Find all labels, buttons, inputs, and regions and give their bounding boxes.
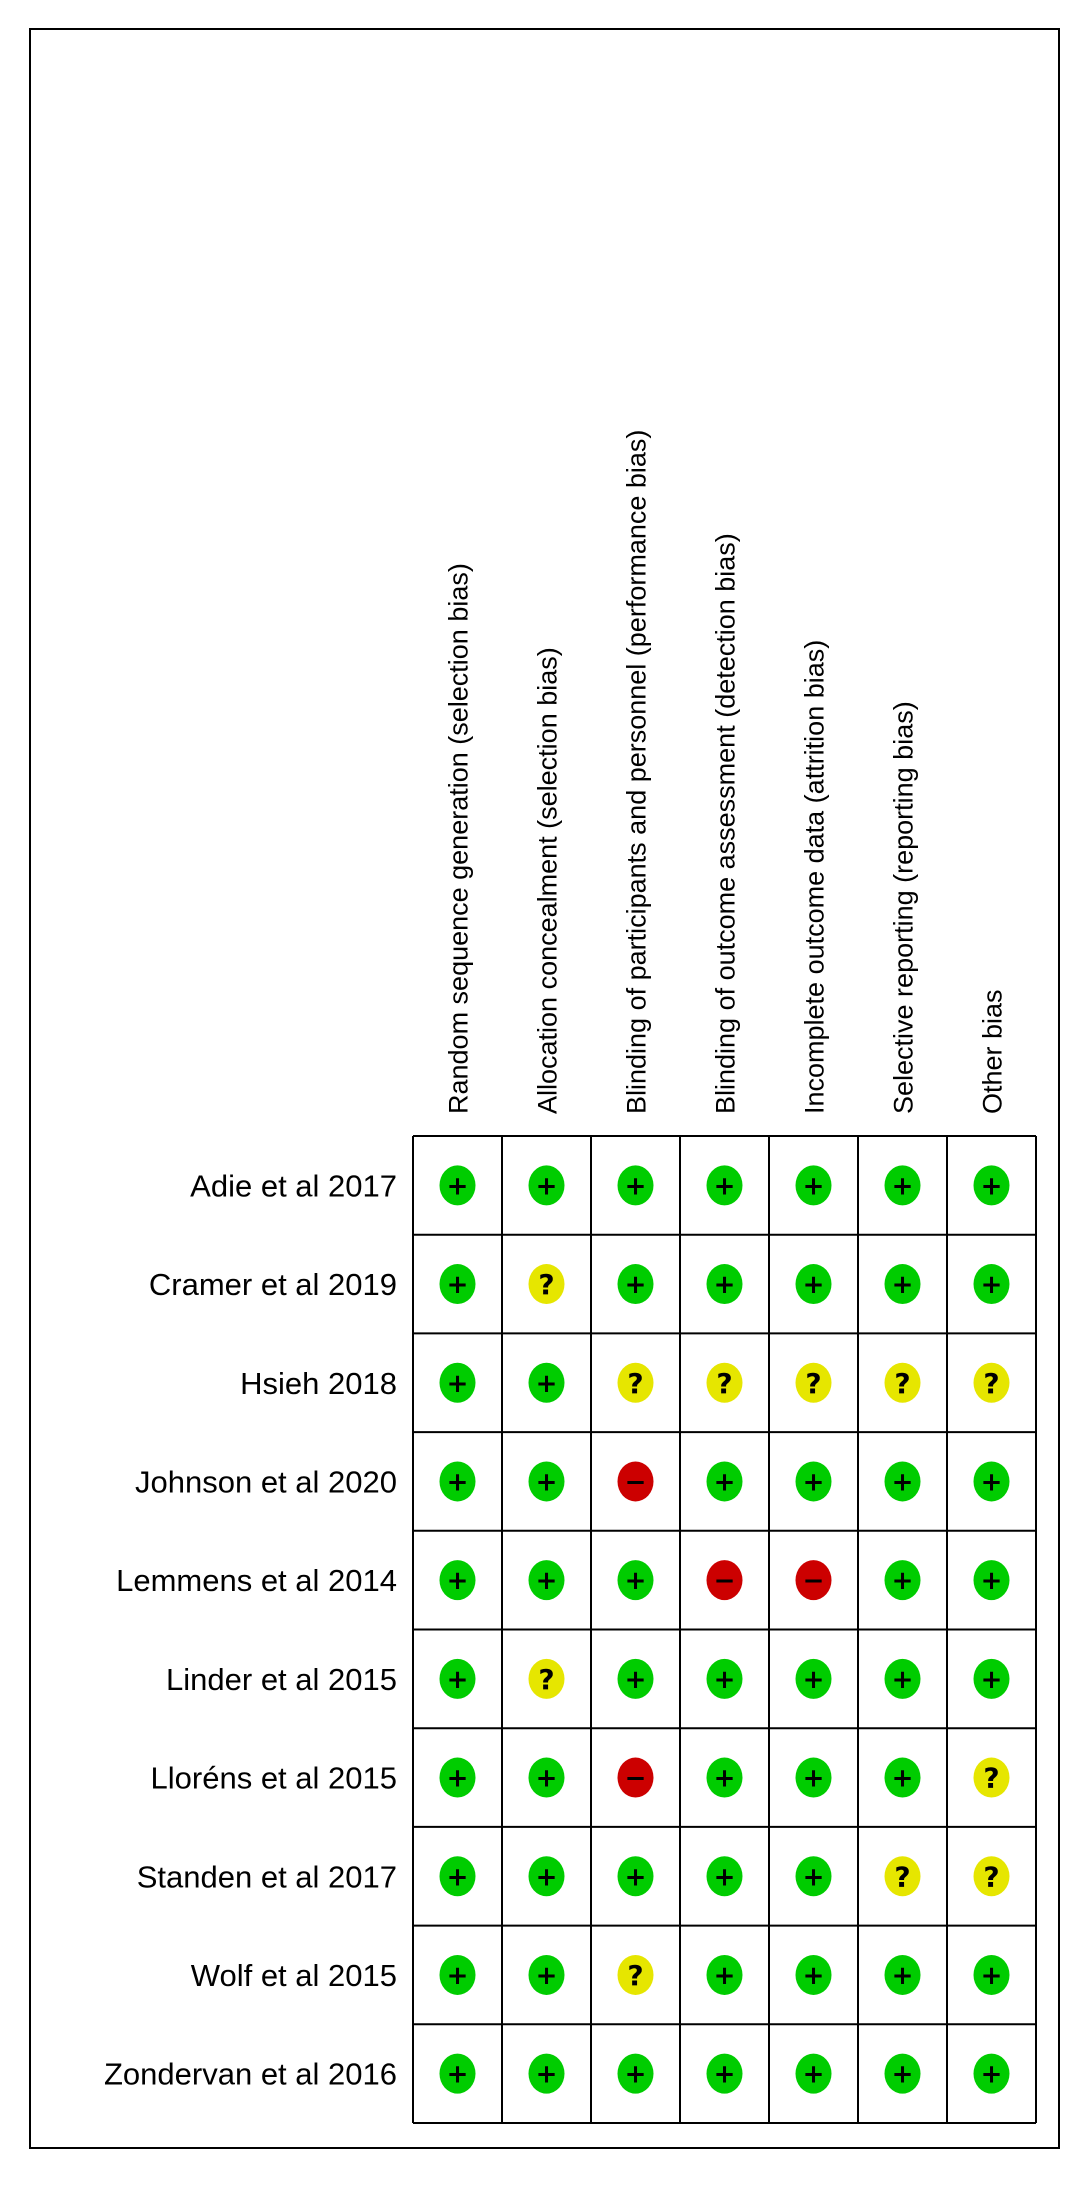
judgement-symbol: + xyxy=(891,1270,914,1301)
judgement-symbol: + xyxy=(891,2059,914,2090)
judgement-symbol: + xyxy=(446,2059,469,2090)
judgement-symbol: − xyxy=(624,1763,647,1794)
row-label: Adie et al 2017 xyxy=(190,1168,397,1204)
column-header: Blinding of participants and personnel (performance bias) xyxy=(621,429,652,1114)
judgement-symbol: + xyxy=(624,2059,647,2090)
judgement-symbol: + xyxy=(535,1171,558,1202)
judgement-symbol: + xyxy=(713,1862,736,1893)
judgement-symbol: + xyxy=(802,1960,825,1991)
judgement-symbol: + xyxy=(624,1664,647,1695)
judgement-symbol: + xyxy=(713,1270,736,1301)
row-label: Lloréns et al 2015 xyxy=(150,1760,397,1796)
judgement-symbol: + xyxy=(891,1664,914,1695)
judgement-symbol: + xyxy=(891,1171,914,1202)
judgement-symbol: ? xyxy=(983,1366,1000,1400)
judgement-symbol: + xyxy=(535,2059,558,2090)
column-header: Allocation concealment (selection bias) xyxy=(532,647,563,1114)
judgement-symbol: + xyxy=(446,1270,469,1301)
judgement-symbol: ? xyxy=(538,1662,555,1696)
judgement-symbol: ? xyxy=(983,1860,1000,1894)
judgement-symbol: + xyxy=(713,2059,736,2090)
row-label: Wolf et al 2015 xyxy=(190,1957,397,1993)
judgement-symbol: + xyxy=(446,1566,469,1597)
column-header: Random sequence generation (selection bias) xyxy=(443,563,474,1114)
judgement-symbol: + xyxy=(713,1171,736,1202)
judgement-symbol: + xyxy=(535,1368,558,1399)
judgement-symbol: + xyxy=(980,1566,1003,1597)
judgement-symbol: + xyxy=(802,1664,825,1695)
judgement-symbol: + xyxy=(980,1664,1003,1695)
judgement-symbol: + xyxy=(624,1566,647,1597)
judgement-symbol: + xyxy=(713,1960,736,1991)
judgement-symbol: ? xyxy=(716,1366,733,1400)
judgement-symbol: + xyxy=(446,1960,469,1991)
judgement-symbol: ? xyxy=(627,1366,644,1400)
judgement-symbol: + xyxy=(535,1467,558,1498)
judgement-symbol: + xyxy=(980,2059,1003,2090)
judgement-symbol: + xyxy=(891,1763,914,1794)
judgement-symbol: ? xyxy=(894,1860,911,1894)
judgement-symbol: + xyxy=(446,1171,469,1202)
judgement-symbol: ? xyxy=(538,1268,555,1302)
judgement-symbol: + xyxy=(980,1171,1003,1202)
judgement-symbol: + xyxy=(624,1270,647,1301)
column-header: Selective reporting (reporting bias) xyxy=(888,701,919,1114)
judgement-symbol: ? xyxy=(627,1958,644,1992)
judgement-symbol: − xyxy=(802,1566,825,1597)
judgement-symbol: + xyxy=(891,1467,914,1498)
judgement-symbol: + xyxy=(535,1566,558,1597)
judgement-symbol: ? xyxy=(805,1366,822,1400)
judgement-symbol: + xyxy=(713,1467,736,1498)
judgement-symbol: + xyxy=(802,1270,825,1301)
judgement-symbol: + xyxy=(446,1467,469,1498)
row-label: Hsieh 2018 xyxy=(240,1365,397,1401)
judgement-symbol: + xyxy=(891,1960,914,1991)
judgement-symbol: + xyxy=(624,1862,647,1893)
judgement-symbol: + xyxy=(535,1763,558,1794)
judgement-symbol: + xyxy=(802,1862,825,1893)
column-header: Blinding of outcome assessment (detection bias) xyxy=(710,533,741,1114)
row-label: Zondervan et al 2016 xyxy=(104,2056,397,2092)
judgement-symbol: ? xyxy=(894,1366,911,1400)
judgement-symbol: + xyxy=(802,1171,825,1202)
judgement-symbol: + xyxy=(713,1664,736,1695)
row-label: Cramer et al 2019 xyxy=(148,1267,397,1303)
judgement-symbol: + xyxy=(535,1960,558,1991)
judgement-symbol: − xyxy=(713,1566,736,1597)
judgement-symbol: + xyxy=(802,1467,825,1498)
column-header: Incomplete outcome data (attrition bias) xyxy=(799,639,830,1114)
judgement-symbol: + xyxy=(980,1960,1003,1991)
judgement-symbol: + xyxy=(446,1368,469,1399)
judgement-symbol: + xyxy=(802,1763,825,1794)
judgement-symbol: + xyxy=(891,1566,914,1597)
judgement-symbol: ? xyxy=(983,1761,1000,1795)
judgement-symbol: + xyxy=(446,1664,469,1695)
judgement-symbol: + xyxy=(446,1763,469,1794)
column-header: Other bias xyxy=(977,989,1008,1114)
judgement-symbol: + xyxy=(624,1171,647,1202)
judgement-symbol: + xyxy=(713,1763,736,1794)
judgement-symbol: + xyxy=(980,1270,1003,1301)
row-label: Linder et al 2015 xyxy=(166,1661,397,1697)
row-label: Standen et al 2017 xyxy=(136,1859,397,1895)
judgement-symbol: + xyxy=(446,1862,469,1893)
judgement-symbol: + xyxy=(802,2059,825,2090)
judgement-symbol: + xyxy=(980,1467,1003,1498)
row-label: Lemmens et al 2014 xyxy=(116,1563,397,1599)
judgement-symbol: + xyxy=(535,1862,558,1893)
row-label: Johnson et al 2020 xyxy=(135,1464,397,1500)
judgement-symbol: − xyxy=(624,1467,647,1498)
